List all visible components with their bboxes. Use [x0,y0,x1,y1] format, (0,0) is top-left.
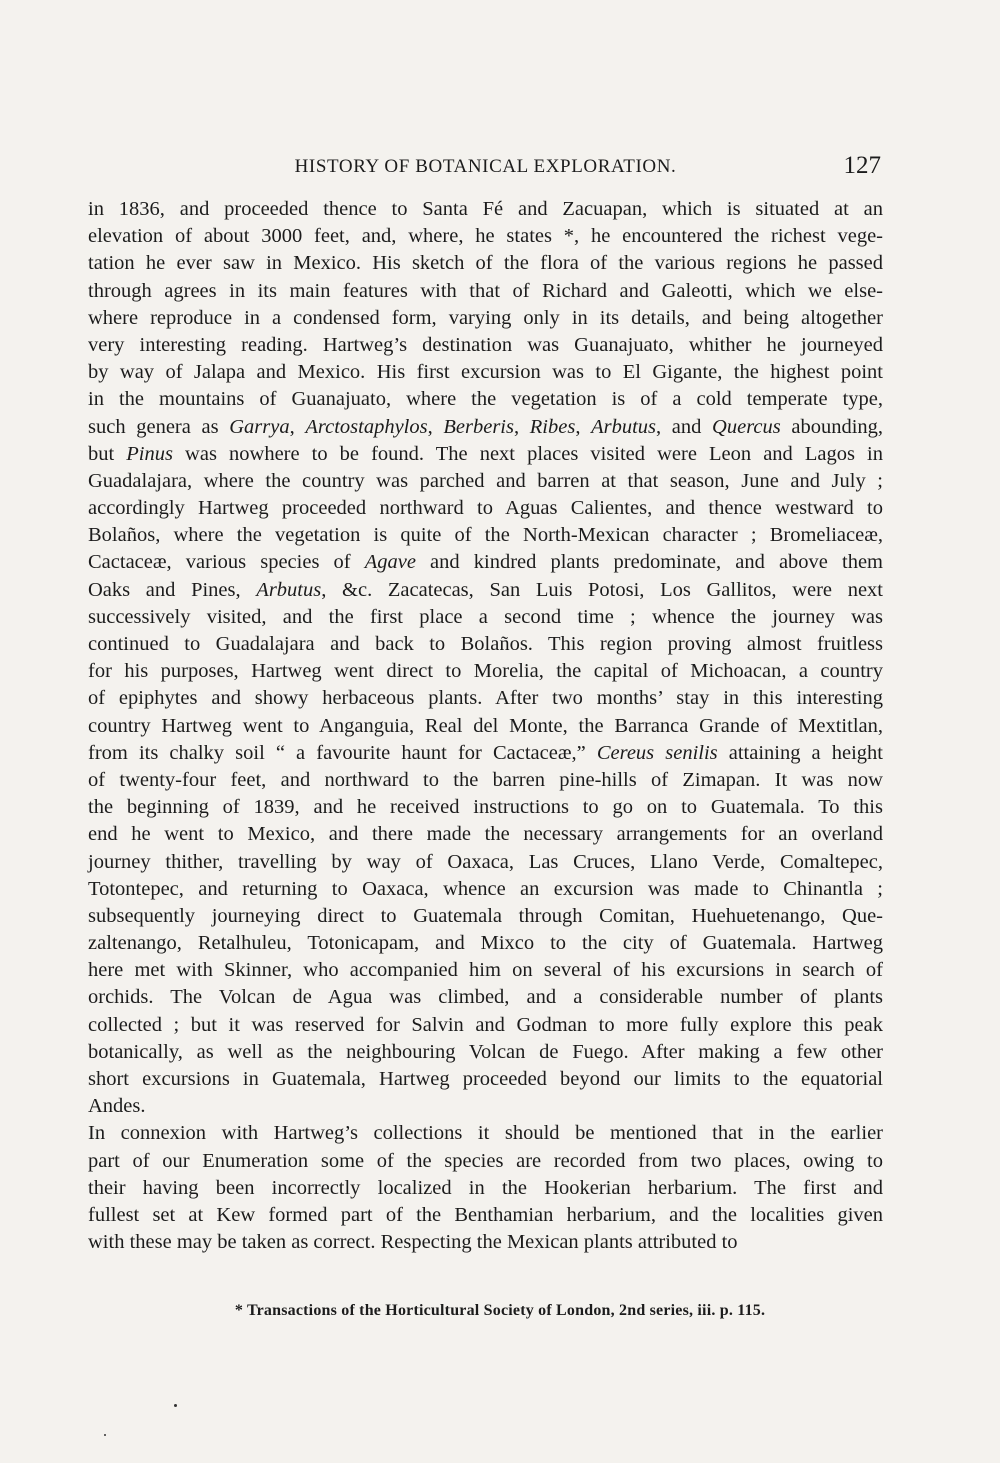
text-line [88,250,883,277]
text-run: Oaks and Pines, [88,578,257,601]
text-line [88,821,883,848]
text-run: but [88,442,127,465]
text-run: accordingly Hartweg proceeded northward to Aguas Calientes, and thence westward to [88,497,883,520]
text-line [88,386,883,413]
text-line [88,1066,883,1093]
text-run: for his purposes, Hartweg went direct to Morelia, the capital of Michoacan, a country [88,660,883,683]
text-run: orchids. The Volcan de Agua was climbed, and a considerable number of plants [88,986,883,1009]
text-line [88,685,883,712]
text-run: Totontepec, and returning to Oaxaca, whence an excursion was made to Chinantla ; [88,877,883,900]
running-head [88,152,883,186]
text-run: short excursions in Guatemala, Hartweg proceeded beyond our limits to the equatorial [88,1068,883,1090]
footnote: * Transactions of the Horticultural Society of London, 2nd series, iii. p. 115. [234,1302,766,1319]
text-line [88,577,883,604]
text-run: attaining a height [717,741,883,764]
running-title: HISTORY OF BOTANICAL EXPLORATION. [294,156,677,177]
text-run: with these may be taken as correct. Respecting the Mexican plants attributed to [88,1231,738,1254]
text-line [88,930,883,957]
text-run: Cactaceæ, various species of [88,551,365,574]
italic-taxon: Quercus [712,415,781,438]
text-line [88,549,883,576]
text-run: the beginning of 1839, and he received instructions to go on to Guatemala. To this [88,796,883,819]
text-run: country Hartweg went to Anganguia, Real del Monte, the Barranca Grande of Mextitlan, [88,714,883,737]
text-run: from its chalky soil “ a favourite haunt for Cactaceæ,” [88,741,597,764]
text-run: zaltenango, Retalhuleu, Totonicapam, and Mixco to the city of Guatemala. Hartweg [88,932,883,955]
text-run: fullest set at Kew formed part of the Benthamian herbarium, and the localities given [88,1203,883,1226]
text-run: their having been incorrectly localized in the Hookerian herbarium. The first and [88,1176,883,1199]
text-line [88,305,883,332]
text-run: part of our Enumeration some of the species are recorded from two places, owing to [88,1149,883,1172]
text-line [88,1093,883,1120]
text-run: botanically, as well as the neighbouring Volcan de Fuego. After making a few other [88,1040,883,1063]
text-line [88,1175,883,1202]
paragraph [88,196,883,1120]
text-line [88,794,883,821]
text-run: abounding, [780,415,884,438]
text-run: collected ; but it was reserved for Salvin and Godman to more fully explore this peak [88,1013,883,1036]
text-run: in the mountains of Guanajuato, where the vegetation is of a cold temperate type, [88,388,883,411]
text-line [88,414,883,441]
text-run: Andes. [88,1095,146,1118]
text-run: was nowhere to be found. The next places visited were Leon and Lagos in [172,442,883,465]
italic-taxon: Arbutus [591,415,657,438]
text-run: journey thither, travelling by way of Oaxaca, Las Cruces, Llano Verde, Comaltepec, [88,850,883,873]
text-line [88,903,883,930]
text-run: In connexion with Hartweg’s collections it should be mentioned that in the earlier [88,1122,883,1145]
text-run: of twenty-four feet, and northward to the barren pine-hills of Zimapan. It was now [88,768,883,791]
text-run: Bolaños, where the vegetation is quite of the North-Mexican character ; Bromeliaceæ, [88,524,883,547]
text-line [88,604,883,631]
print-speck [174,1404,177,1407]
text-line [88,196,883,223]
text-line [88,876,883,903]
text-run: , &c. Zacatecas, San Luis Potosi, Los Gallitos, were next [321,578,883,601]
text-line [88,1120,883,1147]
text-line [88,957,883,984]
italic-taxon: Berberis [443,415,514,438]
text-run: subsequently journeying direct to Guatemala through Comitan, Huehuetenango, Que- [88,904,883,927]
text-run: , [575,415,592,438]
italic-taxon: Ribes [529,415,576,438]
text-line [88,441,883,468]
text-line [88,713,883,740]
text-run: elevation of about 3000 feet, and, where, he states *, he encountered the richest vege- [88,225,883,248]
text-run: in 1836, and proceeded thence to Santa Fé and Zacuapan, which is situated at an [88,198,883,220]
body-text [88,196,883,1256]
text-line [88,767,883,794]
text-run: end he went to Mexico, and there made the necessary arrangements for an overland [88,823,883,846]
text-run: and kindred plants predominate, and above them [415,551,883,574]
text-run: , [427,415,444,438]
text-line [88,1229,883,1256]
italic-taxon: Agave [364,551,416,574]
text-line [88,495,883,522]
text-run: , and [656,415,713,438]
text-run: by way of Jalapa and Mexico. His first excursion was to El Gigante, the highest point [88,361,883,384]
text-line [88,278,883,305]
text-line [88,1148,883,1175]
text-run: , [513,415,530,438]
text-line [88,223,883,250]
text-run: very interesting reading. Hartweg’s destination was Guanajuato, whither he journeyed [88,333,883,356]
text-line [88,1012,883,1039]
text-line [88,740,883,767]
text-line [88,658,883,685]
italic-taxon: Garrya [229,415,290,438]
text-line [88,1039,883,1066]
text-line [88,332,883,359]
text-line [88,631,883,658]
text-run: of epiphytes and showy herbaceous plants. After two months’ stay in this interesting [88,687,883,710]
italic-taxon: Arctostaphylos [305,415,428,438]
text-run: where reproduce in a condensed form, varying only in its details, and being altogether [88,306,883,329]
text-run: continued to Guadalajara and back to Bolaños. This region proving almost fruitless [88,633,883,655]
text-run: tation he ever saw in Mexico. His sketch of the flora of the various regions he passed [88,252,883,275]
text-line [88,522,883,549]
text-run: successively visited, and the first place a second time ; whence the journey was [88,605,883,628]
text-line [88,1202,883,1229]
text-run: through agrees in its main features with that of Richard and Galeotti, which we else- [88,279,883,302]
text-run: Guadalajara, where the country was parched and barren at that season, June and July ; [88,469,883,492]
italic-taxon: Pinus [126,442,173,465]
text-line [88,359,883,386]
text-line [88,984,883,1011]
page-number: 127 [843,152,881,179]
italic-taxon: Cereus senilis [596,741,718,764]
text-line [88,468,883,495]
text-line [88,849,883,876]
text-run: , [289,415,306,438]
text-run: here met with Skinner, who accompanied him on several of his excursions in search of [88,959,883,982]
italic-taxon: Arbutus [256,578,322,601]
paragraph [88,1120,883,1256]
print-speck [104,1434,106,1436]
text-run: such genera as [88,415,230,438]
